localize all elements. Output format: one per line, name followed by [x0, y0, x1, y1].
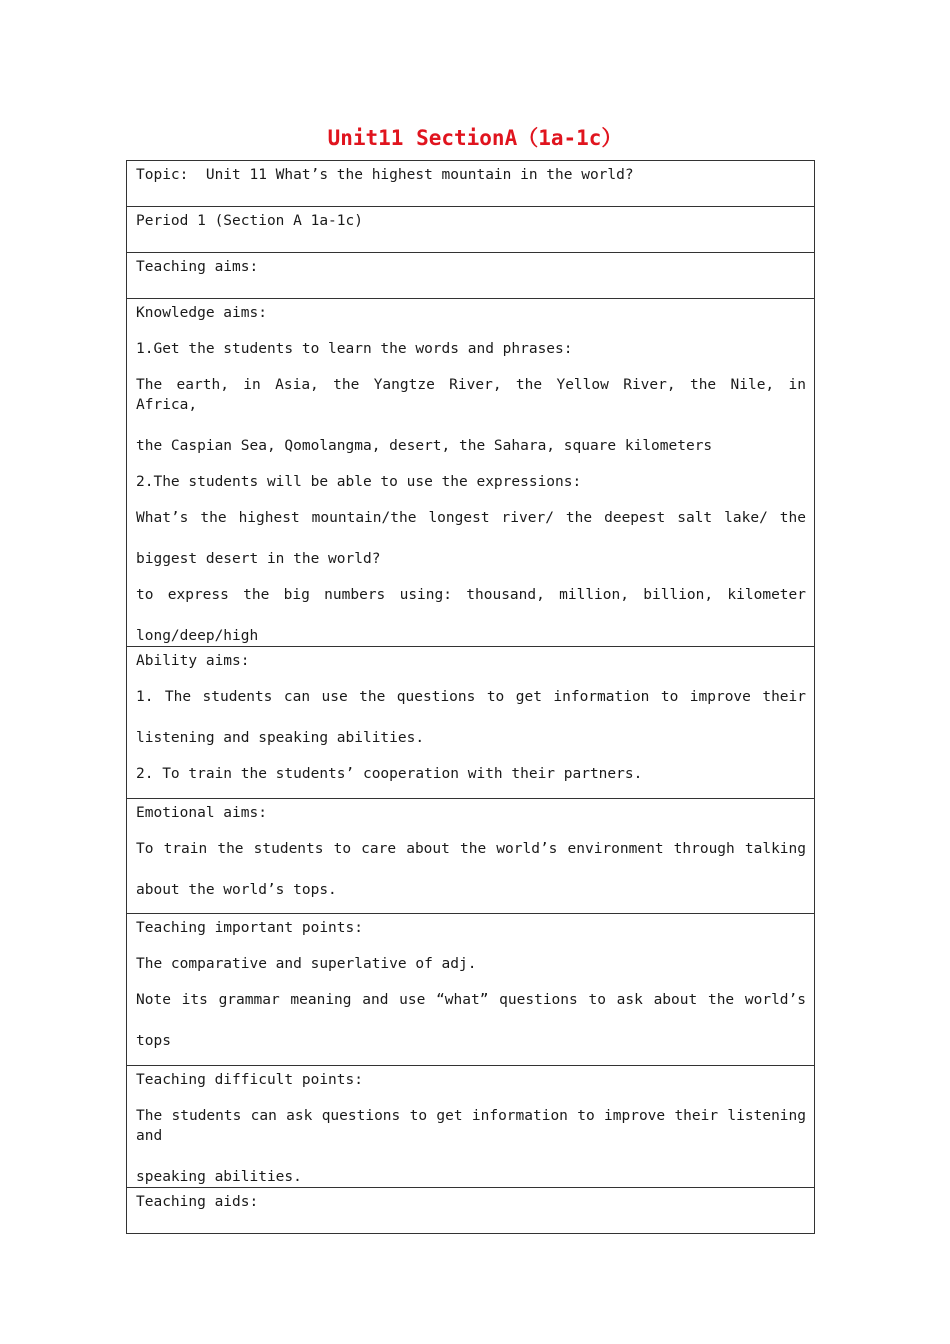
- teaching-aids-cell: [127, 1188, 815, 1234]
- table-row: [127, 799, 815, 914]
- topic-text: Topic: Unit 11 What’s the highest mountain in the world?: [136, 167, 634, 183]
- difficult-points-cell: [127, 1066, 815, 1188]
- table-row: [127, 1066, 815, 1188]
- table-row: [127, 914, 815, 1066]
- table-row: [127, 161, 815, 207]
- ability-aims-cell: [127, 647, 815, 799]
- knowledge-item-2: 2.The students will be able to use the expressions:: [136, 474, 582, 490]
- period-text: Period 1 (Section A 1a-1c): [136, 213, 363, 229]
- emotional-line-1: To train the students to care about the world’s environment through talking: [136, 841, 806, 857]
- knowledge-aims-heading: Knowledge aims:: [136, 305, 267, 321]
- ability-item-1-line-1: 1. The students can use the questions to get information to improve their: [136, 689, 806, 705]
- lesson-plan-table: [126, 160, 815, 1234]
- table-row: [127, 299, 815, 647]
- emotional-aims-cell: [127, 799, 815, 914]
- table-row: [127, 647, 815, 799]
- important-points-heading: Teaching important points:: [136, 920, 363, 936]
- emotional-line-2: about the world’s tops.: [136, 882, 337, 898]
- difficult-points-heading: Teaching difficult points:: [136, 1072, 363, 1088]
- knowledge-item-2-line-4: long/deep/high: [136, 628, 259, 644]
- document-title: Unit11 SectionA（1a-1c）: [327, 126, 623, 150]
- table-row: [127, 253, 815, 299]
- knowledge-item-1: 1.Get the students to learn the words and phrases:: [136, 341, 573, 357]
- knowledge-item-2-line-1: What’s the highest mountain/the longest river/ the deepest salt lake/ the: [136, 510, 806, 526]
- important-line-2: Note its grammar meaning and use “what” questions to ask about the world’s: [136, 992, 806, 1008]
- teaching-aims-heading: Teaching aims:: [136, 259, 259, 275]
- knowledge-item-2-line-2: biggest desert in the world?: [136, 551, 381, 567]
- difficult-line-1: The students can ask questions to get information to improve their listening and: [136, 1108, 806, 1144]
- table-row: [127, 207, 815, 253]
- teaching-aids-heading: Teaching aids:: [136, 1194, 259, 1210]
- emotional-aims-heading: Emotional aims:: [136, 805, 267, 821]
- ability-aims-heading: Ability aims:: [136, 653, 250, 669]
- important-line-3: tops: [136, 1033, 171, 1049]
- important-points-cell: [127, 914, 815, 1066]
- teaching-aims-cell: [127, 253, 815, 299]
- important-line-1: The comparative and superlative of adj.: [136, 956, 477, 972]
- difficult-line-2: speaking abilities.: [136, 1169, 302, 1185]
- knowledge-item-1-words-line-1: The earth, in Asia, the Yangtze River, the Yellow River, the Nile, in Africa,: [136, 377, 806, 413]
- period-cell: [127, 207, 815, 253]
- topic-cell: [127, 161, 815, 207]
- ability-item-2: 2. To train the students’ cooperation with their partners.: [136, 766, 643, 782]
- knowledge-item-2-line-3: to express the big numbers using: thousand, million, billion, kilometer: [136, 587, 806, 603]
- table-row: [127, 1188, 815, 1234]
- knowledge-item-1-words-line-2: the Caspian Sea, Qomolangma, desert, the Sahara, square kilometers: [136, 438, 713, 454]
- ability-item-1-line-2: listening and speaking abilities.: [136, 730, 425, 746]
- knowledge-aims-cell: [127, 299, 815, 647]
